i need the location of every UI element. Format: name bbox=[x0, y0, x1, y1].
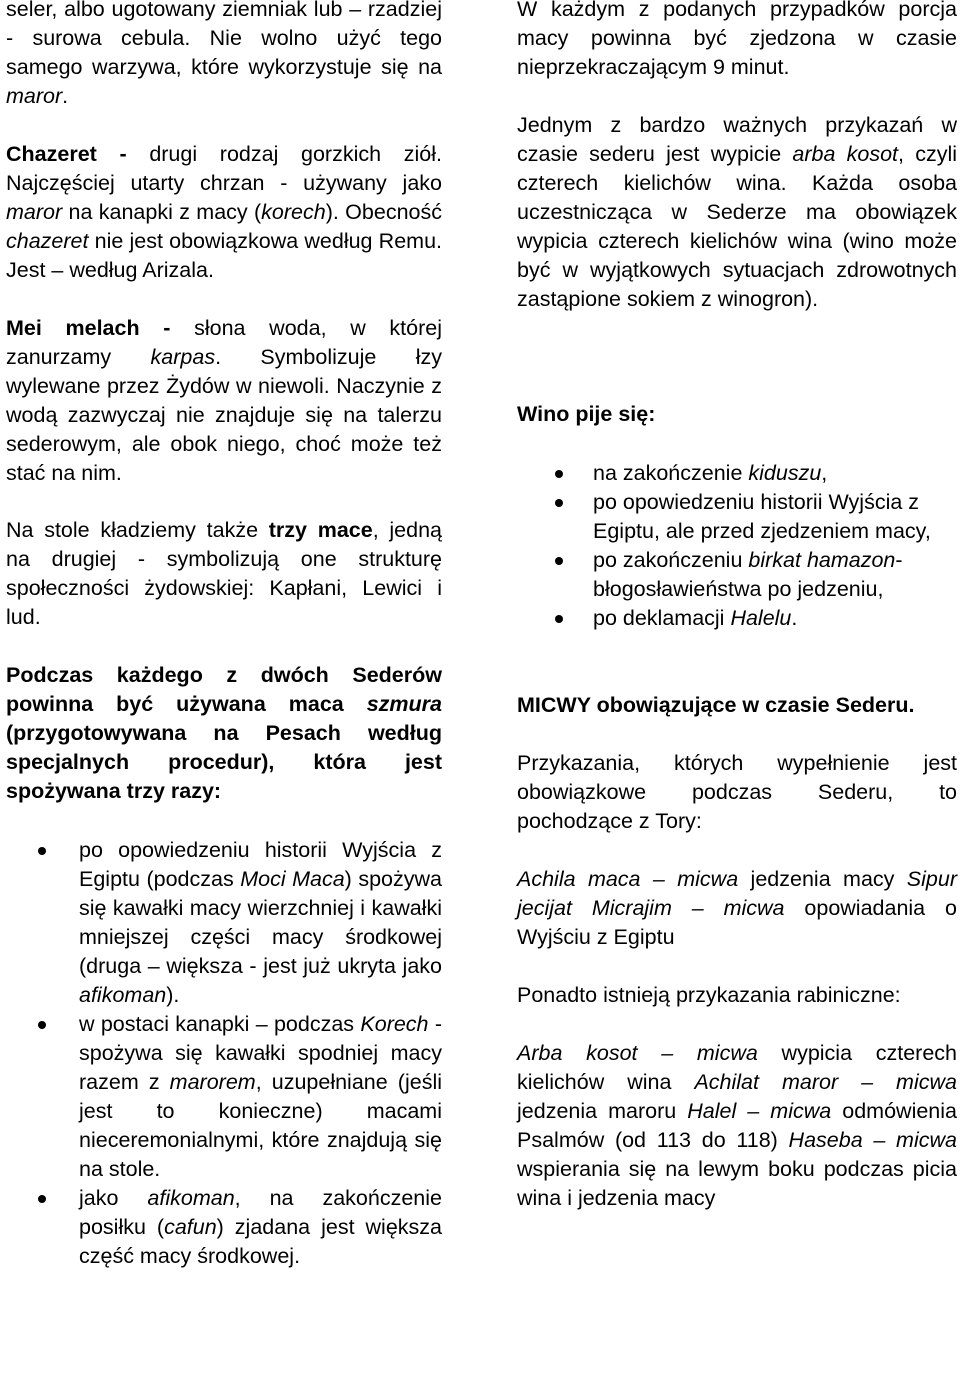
list-item: na zakończenie kiduszu, bbox=[517, 459, 957, 488]
list-item: po opowiedzeniu historii Wyjścia z Egiptu (podczas Moci Maca) spożywa się kawałki macy wierzchniej i kawałki mniejszej części macy środkowej (druga – większa - jest już ukryta jako afikoman). bbox=[6, 836, 442, 1010]
paragraph-ponadto: Ponadto istnieją przykazania rabiniczne: bbox=[517, 983, 901, 1007]
bullet-icon bbox=[38, 1021, 46, 1029]
bullet-icon bbox=[38, 1195, 46, 1203]
paragraph-seler: seler, albo ugotowany ziemniak lub – rzadziej - surowa cebula. Nie wolno użyć tego samego warzywa, które wykorzystuje się na maror. bbox=[6, 0, 442, 108]
wine-heading: Wino pije się: bbox=[517, 402, 656, 426]
bullet-icon bbox=[555, 615, 563, 623]
bullet-icon bbox=[555, 499, 563, 507]
paragraph-arba-kosot: Jednym z bardzo ważnych przykazań w czasie sederu jest wypicie arba kosot, czyli czterech kielichów wina. Każda osoba uczestnicząca w Sederze ma obowiązek wypicia czterech kielichów wina (wino może być w wyjątkowych sytuacjach zdrowotnych zastąpione sokiem z winogron). bbox=[517, 113, 957, 311]
list-item: po zakończeniu birkat hamazon- błogosławieństwa po jedzeniu, bbox=[517, 546, 957, 604]
left-column bbox=[6, 0, 442, 1271]
paragraph-chazeret: Chazeret - drugi rodzaj gorzkich ziół. Najczęściej utarty chrzan - używany jako maror na kanapki z macy (korech). Obecność chazeret nie jest obowiązkowa według Remu. Jest – według Arizala. bbox=[6, 142, 442, 282]
list-item: po opowiedzeniu historii Wyjścia z Egiptu, ale przed zjedzeniem macy, bbox=[517, 488, 957, 546]
list-item: jako afikoman, na zakończenie posiłku (cafun) zjadana jest większa część macy środkowej. bbox=[6, 1184, 442, 1271]
right-column bbox=[517, 0, 957, 1213]
bullet-icon bbox=[555, 470, 563, 478]
paragraph-minutes: W każdym z podanych przypadków porcja macy powinna być zjedzona w czasie nieprzekraczającym 9 minut. bbox=[517, 0, 957, 79]
micwy-heading: MICWY obowiązujące w czasie Sederu. bbox=[517, 693, 915, 717]
paragraph-trzy-mace: Na stole kładziemy także trzy mace, jedną na drugiej - symbolizują one strukturę społeczności żydowskiej: Kapłani, Lewici i lud. bbox=[6, 518, 443, 629]
paragraph-mei-melach: Mei melach - słona woda, w której zanurzamy karpas. Symbolizuje łzy wylewane przez Żydów w niewoli. Naczynie z wodą zazwyczaj nie znajduje się na talerzu sederowym, ale obok niego, choć może też stać na nim. bbox=[6, 316, 442, 485]
bullet-icon bbox=[38, 847, 46, 855]
bullet-icon bbox=[555, 557, 563, 565]
wine-list bbox=[517, 459, 957, 633]
maca-list bbox=[6, 836, 442, 1271]
paragraph-przykazania: Przykazania, których wypełnienie jest obowiązkowe podczas Sederu, to pochodzące z Tory: bbox=[517, 751, 957, 833]
list-item: w postaci kanapki – podczas Korech - spożywa się kawałki spodniej macy razem z marorem, uzupełniane (jeśli jest to konieczne) macami nieceremonialnymi, które znajdują się na stole. bbox=[6, 1010, 442, 1184]
paragraph-maca-szmura: Podczas każdego z dwóch Sederów powinna być używana maca szmura (przygotowywana na Pesach według specjalnych procedur), która jest spożywana trzy razy: bbox=[6, 663, 442, 803]
paragraph-rabinic-micwot: Arba kosot – micwa wypicia czterech kielichów wina Achilat maror – micwa jedzenia maroru Halel – micwa odmówienia Psalmów (od 113 do 118) Haseba – micwa wspierania się na lewym boku podczas picia wina i jedzenia macy bbox=[517, 1041, 957, 1210]
list-item: po deklamacji Halelu. bbox=[517, 604, 957, 633]
paragraph-tora-micwot: Achila maca – micwa jedzenia macy Sipur jecijat Micrajim – micwa opowiadania o Wyjściu z Egiptu bbox=[517, 867, 957, 949]
